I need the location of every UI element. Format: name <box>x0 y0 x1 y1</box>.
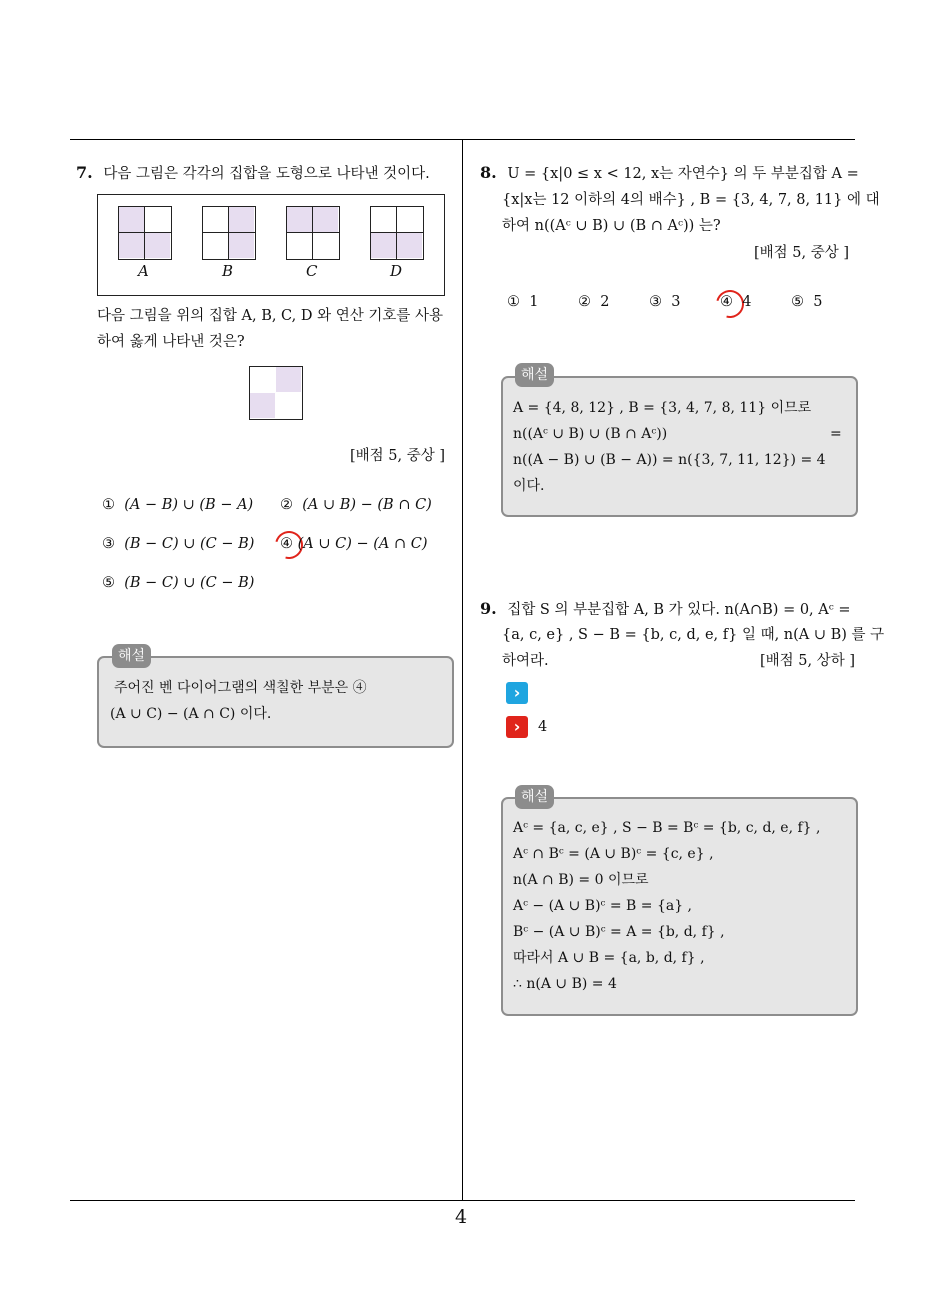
set-a-label: A <box>138 262 149 280</box>
set-d-diagram <box>370 206 424 260</box>
q8-line-2: {x|x는 12 이하의 4의 배수} , B = {3, 4, 7, 8, 11} 에 대 <box>502 192 880 208</box>
q8-option-2[interactable]: ② 2 <box>578 294 610 310</box>
q7-option-2[interactable]: ② (A ∪ B) − (B ∩ C) <box>280 497 432 513</box>
chevron-right-icon: › <box>513 683 521 702</box>
q7-option-3[interactable]: ③ (B − C) ∪ (C − B) <box>102 536 255 552</box>
q7-target-diagram <box>249 366 303 420</box>
q9-solution-line-4: Aᶜ − (A ∪ B)ᶜ = B = {a} , <box>513 898 692 914</box>
q9-answer: 4 <box>538 719 548 735</box>
set-c-label: C <box>306 262 318 280</box>
hint-toggle-button[interactable] <box>506 682 528 704</box>
q8-solution-line-1: A = {4, 8, 12} , B = {3, 4, 7, 8, 11} 이므로 <box>513 400 812 416</box>
q9-solution-line-6: 따라서 A ∪ B = {a, b, d, f} , <box>513 950 705 966</box>
q8-line-1: 8. U = {x|0 ≤ x < 12, x는 자연수} 의 두 부분집합 A = <box>480 163 859 182</box>
q9-solution-tag: 해설 <box>515 785 554 809</box>
set-b-diagram <box>202 206 256 260</box>
answer-toggle-button[interactable] <box>506 716 528 738</box>
q8-option-3[interactable]: ③ 3 <box>649 294 681 310</box>
q9-line-1: 9. 집합 S 의 부분집합 A, B 가 있다. n(A∩B) = 0, Aᶜ = <box>480 599 851 618</box>
q9-line-2: {a, c, e} , S − B = {b, c, d, e, f} 일 때, n(A ∪ B) 를 구 <box>502 627 885 643</box>
q8-solution-equals: = <box>830 426 842 442</box>
q7-prompt: 다음 그림은 각각의 집합을 도형으로 나타낸 것이다. <box>103 166 430 182</box>
page-number: 4 <box>455 1206 468 1228</box>
q8-solution-line-4: 이다. <box>513 478 545 494</box>
q9-solution-line-3: n(A ∩ B) = 0 이므로 <box>513 872 649 888</box>
q7-option-4[interactable]: ④ (A ∪ C) − (A ∩ C) <box>280 536 428 552</box>
q9-line-3: 하여라. <box>502 653 549 669</box>
q8-solution-line-2: n((Aᶜ ∪ B) ∪ (B ∩ Aᶜ)) <box>513 426 668 442</box>
q9-number: 9. <box>480 599 497 618</box>
q7-number: 7. <box>76 163 93 182</box>
q8-option-1[interactable]: ① 1 <box>507 294 539 310</box>
q7-option-5[interactable]: ⑤ (B − C) ∪ (C − B) <box>102 575 255 591</box>
set-c-diagram <box>286 206 340 260</box>
q9-solution-line-2: Aᶜ ∩ Bᶜ = (A ∪ B)ᶜ = {c, e} , <box>513 846 714 862</box>
set-a-diagram <box>118 206 172 260</box>
q8-solution-line-3: n((A − B) ∪ (B − A)) = n({3, 7, 11, 12}) = 4 <box>513 452 826 468</box>
q7-solution-line-1: 주어진 벤 다이어그램의 색칠한 부분은 ④ <box>114 680 367 696</box>
set-b-label: B <box>222 262 234 280</box>
q7-option-1[interactable]: ① (A − B) ∪ (B − A) <box>102 497 254 513</box>
q7-instruction-2: 하여 옳게 나타낸 것은? <box>97 334 245 350</box>
q7-score: [배점 5, 중상 ] <box>350 448 446 464</box>
q9-solution-line-5: Bᶜ − (A ∪ B)ᶜ = A = {b, d, f} , <box>513 924 725 940</box>
chevron-right-icon: › <box>513 717 521 736</box>
q7-solution-tag: 해설 <box>112 644 151 668</box>
q9-score: [배점 5, 상하 ] <box>760 653 856 669</box>
set-d-label: D <box>390 262 403 280</box>
q8-number: 8. <box>480 163 497 182</box>
bottom-rule <box>70 1200 855 1201</box>
column-divider <box>462 139 463 1201</box>
q8-score: [배점 5, 중상 ] <box>754 245 850 261</box>
q9-solution-line-1: Aᶜ = {a, c, e} , S − B = Bᶜ = {b, c, d, e, f} , <box>513 820 821 836</box>
q8-option-4[interactable]: ④ 4 <box>720 294 752 310</box>
q8-line-3: 하여 n((Aᶜ ∪ B) ∪ (B ∩ Aᶜ)) 는? <box>502 218 721 234</box>
q8-option-5[interactable]: ⑤ 5 <box>791 294 823 310</box>
q8-solution-tag: 해설 <box>515 363 554 387</box>
q7-instruction-1: 다음 그림을 위의 집합 A, B, C, D 와 연산 기호를 사용 <box>97 308 443 324</box>
q7-question <box>76 160 430 187</box>
q7-solution-line-2: (A ∪ C) − (A ∩ C) 이다. <box>110 706 272 722</box>
q9-solution-line-7: ∴ n(A ∪ B) = 4 <box>513 976 617 992</box>
